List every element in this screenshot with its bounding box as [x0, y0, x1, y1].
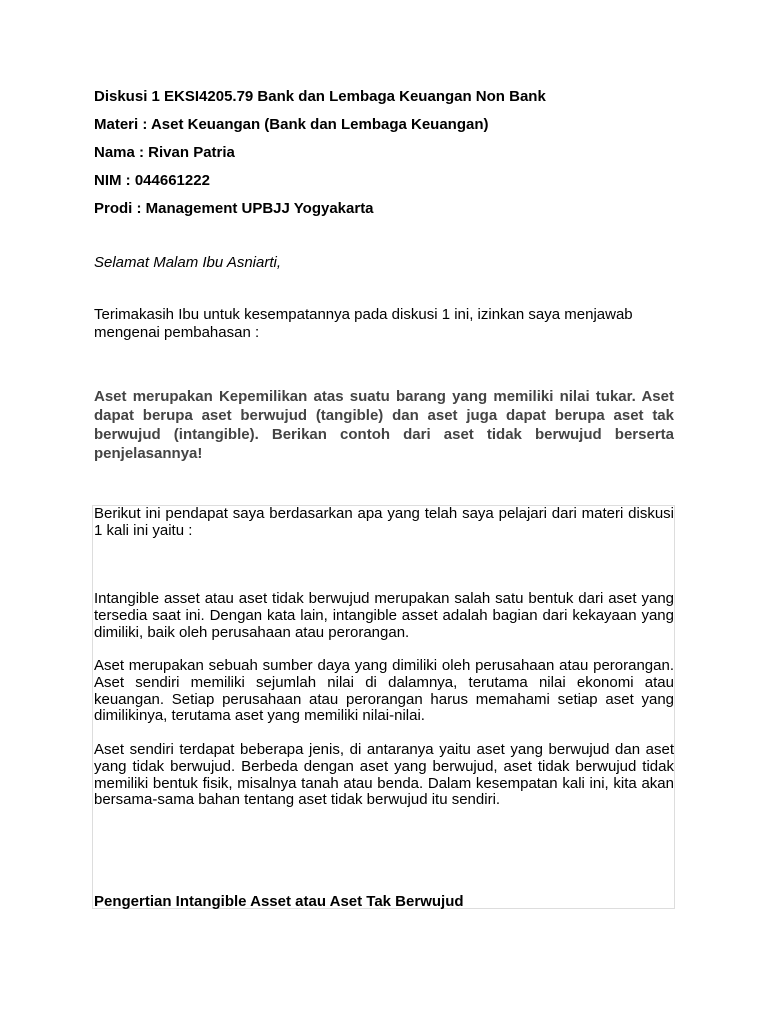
answer-opening: Berikut ini pendapat saya berdasarkan apa yang telah saya pelajari dari materi diskusi 1 kali ini yaitu :	[94, 505, 674, 539]
student-name-line: Nama : Rivan Patria	[94, 144, 235, 161]
material-line: Materi : Aset Keuangan (Bank dan Lembaga Keuangan)	[94, 116, 489, 133]
student-id-line: NIM : 044661222	[94, 172, 210, 189]
answer-paragraph-1: Intangible asset atau aset tidak berwujud merupakan salah satu bentuk dari aset yang tersedia saat ini. Dengan kata lain, intangible asset adalah bagian dari kekayaan yang dimiliki, baik oleh perusahaan atau perorangan.	[94, 590, 674, 641]
course-title: Diskusi 1 EKSI4205.79 Bank dan Lembaga Keuangan Non Bank	[94, 88, 546, 105]
section-heading: Pengertian Intangible Asset atau Aset Tak Berwujud	[94, 893, 464, 910]
discussion-question: Aset merupakan Kepemilikan atas suatu barang yang memiliki nilai tukar. Aset dapat berupa aset berwujud (tangible) dan aset juga dapat berupa aset tak berwujud (intangible). Berikan contoh dari aset tidak berwujud berserta penjelasannya!	[94, 388, 674, 462]
answer-paragraph-2: Aset merupakan sebuah sumber daya yang dimiliki oleh perusahaan atau perorangan. Aset sendiri memiliki sejumlah nilai di dalamnya, terutama nilai ekonomi atau keuangan. Setiap perusahaan atau perorangan harus memahami setiap aset yang dimilikinya, terutama aset yang memiliki nilai-nilai.	[94, 657, 674, 725]
answer-paragraph-3: Aset sendiri terdapat beberapa jenis, di antaranya yaitu aset yang berwujud dan aset yang tidak berwujud. Berbeda dengan aset yang berwujud, aset tidak berwujud tidak memiliki bentuk fisik, misalnya tanah atau benda. Dalam kesempatan kali ini, kita akan bersama-sama bahan tentang aset tidak berwujud itu sendiri.	[94, 741, 674, 809]
greeting: Selamat Malam Ibu Asniarti,	[94, 254, 282, 271]
study-program-line: Prodi : Management UPBJJ Yogyakarta	[94, 200, 374, 217]
intro-paragraph: Terimakasih Ibu untuk kesempatannya pada diskusi 1 ini, izinkan saya menjawab mengenai pembahasan :	[94, 306, 633, 341]
